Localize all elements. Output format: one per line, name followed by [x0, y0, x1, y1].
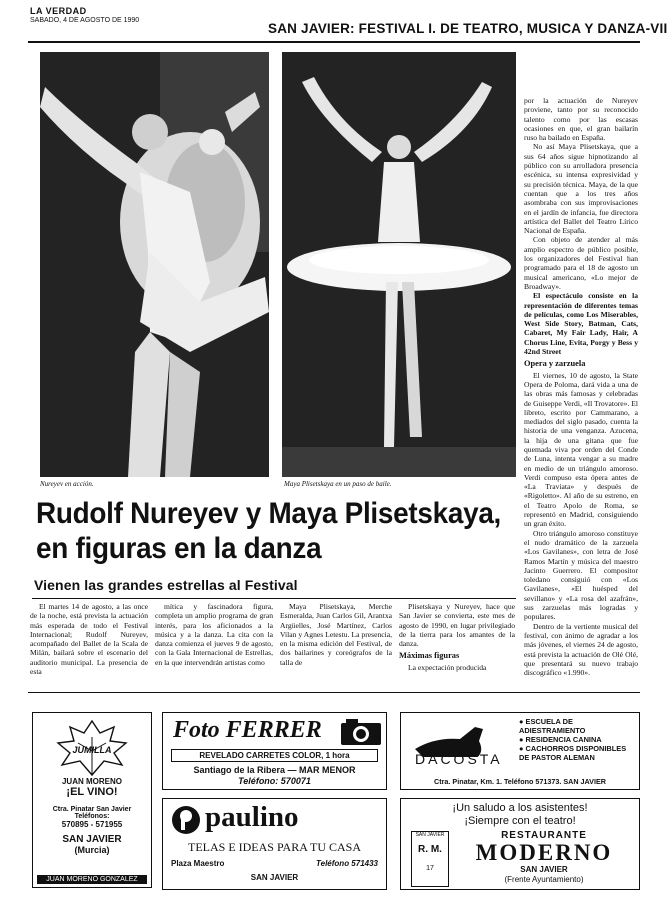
column-4-text: Plisetskaya y Nureyev, hace que San Javier se convierta, este mes de agosto de 1990, en lugar privilegiado de la tierra para los amantes de la danza. [399, 602, 515, 649]
plisetskaya-figure [282, 52, 516, 477]
jumilla-phones: 570895 - 571955 [61, 820, 123, 829]
article-right-column [524, 96, 638, 688]
moderno-location: (Frente Ayuntamiento) [504, 875, 584, 884]
jumilla-brand: JUMILLA [72, 745, 112, 755]
jumilla-ad [32, 712, 152, 888]
seal-top-text: SAN JAVIER [415, 832, 445, 838]
left-photo-caption: Nureyev en acción. [40, 480, 94, 488]
right-paragraph-5: El viernes, 10 de agosto, la State Opera de Poloma, dará vida a una de las obras más famosas y celebradas de Guiseppe Verdi, «Il Trovatore». El libreto, escrito por Cammarano, a mediados del siglo pasado, cuenta la historia de una venganza. Azucena, la hija de una gitana que fue quemada viva por orden del Conde de Luna, intenta vengar a su madre en medio de un triángulo amoroso. Verdi compuso esta ópera antes de «La Traviata» y después de «Rigoletto». Al año de su estreno, en el Teatro Apolo de Roma, se representó en Madrid, consiguiendo un gran éxito. [524, 370, 638, 529]
section-title: SAN JAVIER: FESTIVAL I. DE TEATRO, MUSICA Y DANZA-VII [268, 21, 667, 36]
subhead-rule [32, 598, 516, 599]
dacosta-service-3: ● CACHORROS DISPONIBLES DE PASTOR ALEMAN [519, 744, 627, 762]
column-1-text: El martes 14 de agosto, a las once de la noche, está prevista la actuación más esperada de todo el Festival Internacional; Rudolf Nureyev, acompañado del Ballet de la Scala de Milán, bailará sobre el escenario del auditorio municipal. La presencia de esta [30, 602, 148, 677]
issue-date: SABADO, 4 DE AGOSTO DE 1990 [30, 17, 140, 24]
article-headline [36, 496, 501, 566]
moderno-town: SAN JAVIER [520, 865, 568, 874]
paulino-phone: Teléfono 571433 [316, 859, 378, 868]
ferrer-brand: Foto FERRER [173, 717, 322, 743]
paulino-address: Plaza Maestro [171, 859, 225, 868]
nureyev-figure [40, 52, 269, 477]
jumilla-phones-label: Teléfonos: [74, 813, 110, 820]
right-paragraph-2: No así Maya Plisetskaya, que a sus 64 años sigue hipnotizando al público con su arrolladora presencia escénica, su intensa expresividad y su precisión técnica. Maya, de la que cuentan que a los tres años asombraba con sus improvisaciones en el jardín de infancia, fue directora artística del Ballet del Teatro Lírico Nacional de España. [524, 142, 638, 236]
headline-line-2: en figuras en la danza [36, 532, 322, 565]
column-4-text-b: La expectación producida [408, 662, 487, 672]
dacosta-ad [400, 712, 640, 790]
moderno-kind: RESTAURANTE [501, 830, 587, 841]
right-paragraph-6: Otro triángulo amoroso constituye el nudo dramático de la zarzuela «Los Gavilanes», con letra de José Ramos Martín y música del maestro Jacinto Guerrero. El compositor toledano consiguió con «Los Gavilanes», «El huésped del sevillano» y «La rosa del azafrán», sus zarzuelas más logradas y populares. [524, 528, 638, 622]
moderno-seal [411, 831, 449, 887]
publication-name: LA VERDAD [30, 6, 87, 16]
moderno-ad [400, 798, 640, 890]
moderno-greeting-1: ¡Un saludo a los asistentes! [452, 802, 588, 814]
foto-ferrer-ad [162, 712, 387, 790]
article-column-2 [155, 602, 273, 688]
nureyev-photo [40, 52, 269, 477]
paulino-brand: paulino [205, 801, 299, 833]
column-2-text: mítica y fascinadora figura, completa un amplio programa de gran interés, para los aficionados a la música y a la danza. La cita con la danza comienza el jueves 9 de agosto, con la Gala Internacional de Estrellas, en la que intervendrán artistas como [155, 602, 273, 667]
paulino-tagline: TELAS E IDEAS PARA TU CASA [187, 840, 362, 854]
page-number: VII [650, 21, 667, 36]
seal-number: 17 [426, 865, 434, 872]
seal-letters: R. M. [418, 844, 442, 855]
dacosta-service-1: ● ESCUELA DE ADIESTRAMIENTO [519, 717, 586, 735]
paulino-town: SAN JAVIER [250, 873, 299, 882]
right-paragraph-4: El espectáculo consiste en la representación de diferentes temas de películas, como Los Miserables, West Side Story, Batman, Cats, Cabaret, My Fair Lady, Hair, A Chorus Line, Evita, Porgy y Bess y 42nd Street [524, 291, 638, 357]
jumilla-owner: JUAN MORENO [61, 777, 122, 786]
article-subhead: Vienen las grandes estrellas al Festival [34, 577, 298, 593]
ferrer-phone: Teléfono: 570071 [238, 776, 311, 786]
column-4-heading: Máximas figuras [399, 651, 460, 661]
section-name: SAN JAVIER: FESTIVAL I. DE TEATRO, MUSICA Y DANZA [268, 21, 646, 36]
paulino-ad [162, 798, 387, 890]
jumilla-address: Ctra. Pinatar San Javier [52, 806, 132, 813]
moderno-greeting-2: ¡Siempre con el teatro! [464, 815, 576, 827]
ferrer-address: Santiago de la Ribera — MAR MENOR [193, 765, 356, 775]
headline-line-1: Rudolf Nureyev y Maya Plisetskaya, [36, 497, 502, 530]
jumilla-town: SAN JAVIER [62, 834, 122, 845]
ads-divider [28, 692, 640, 693]
camera-icon [340, 717, 382, 747]
ferrer-service: REVELADO CARRETES COLOR, 1 hora [171, 749, 378, 762]
dacosta-services [519, 717, 637, 762]
jumilla-region: (Murcia) [74, 845, 110, 855]
dacosta-address: Ctra. Pinatar, Km. 1. Teléfono 571373. SAN JAVIER [434, 777, 606, 786]
article-column-4 [399, 602, 515, 688]
right-paragraph-1: por la actuación de Nureyev proviene, tanto por su reconocido talento como por las escasas ocasiones en que, el gran bailarín ruso ha bailado en España. [524, 96, 638, 143]
paulino-logo-icon [171, 805, 201, 835]
right-paragraph-7: Dentro de la vertiente musical del festival, con ánimo de agradar a los más jóvenes, el viernes 24 de agosto, está prevista la actuación de Olé Olé, que presentará su nuevo trabajo discográfico «1.990». [524, 621, 638, 678]
article-column-3 [280, 602, 392, 688]
moderno-name: MODERNO [475, 840, 613, 865]
article-column-1 [30, 602, 148, 688]
jumilla-footer: JUAN MORENO GONZALEZ [37, 875, 147, 884]
right-paragraph-3: Con objeto de atender al más amplio espectro de público posible, los organizadores del Festival han programado para el 18 de agosto un musical americano, «Lo mejor de Broadway». [524, 235, 638, 291]
plisetskaya-photo [282, 52, 516, 477]
column-3-text: Maya Plisetskaya, Merche Esmeralda, Juan Carlos Gil, Arantxa Argüelles, José Martínez, Carlos Vilan y Agnes Letestu. La presencia, en la misma edición del Festival, de dos bailarines y coreógrafos de la talla de [280, 602, 392, 667]
header-rule [28, 41, 640, 43]
right-photo-caption: Maya Plisetskaya en un paso de baile. [284, 480, 392, 488]
dacosta-service-2: ● RESIDENCIA CANINA [519, 735, 602, 744]
dacosta-brand: DACOSTA [415, 751, 503, 767]
jumilla-slogan: ¡EL VINO! [66, 786, 118, 798]
right-heading: Opera y zarzuela [524, 359, 586, 369]
masthead [30, 6, 139, 26]
